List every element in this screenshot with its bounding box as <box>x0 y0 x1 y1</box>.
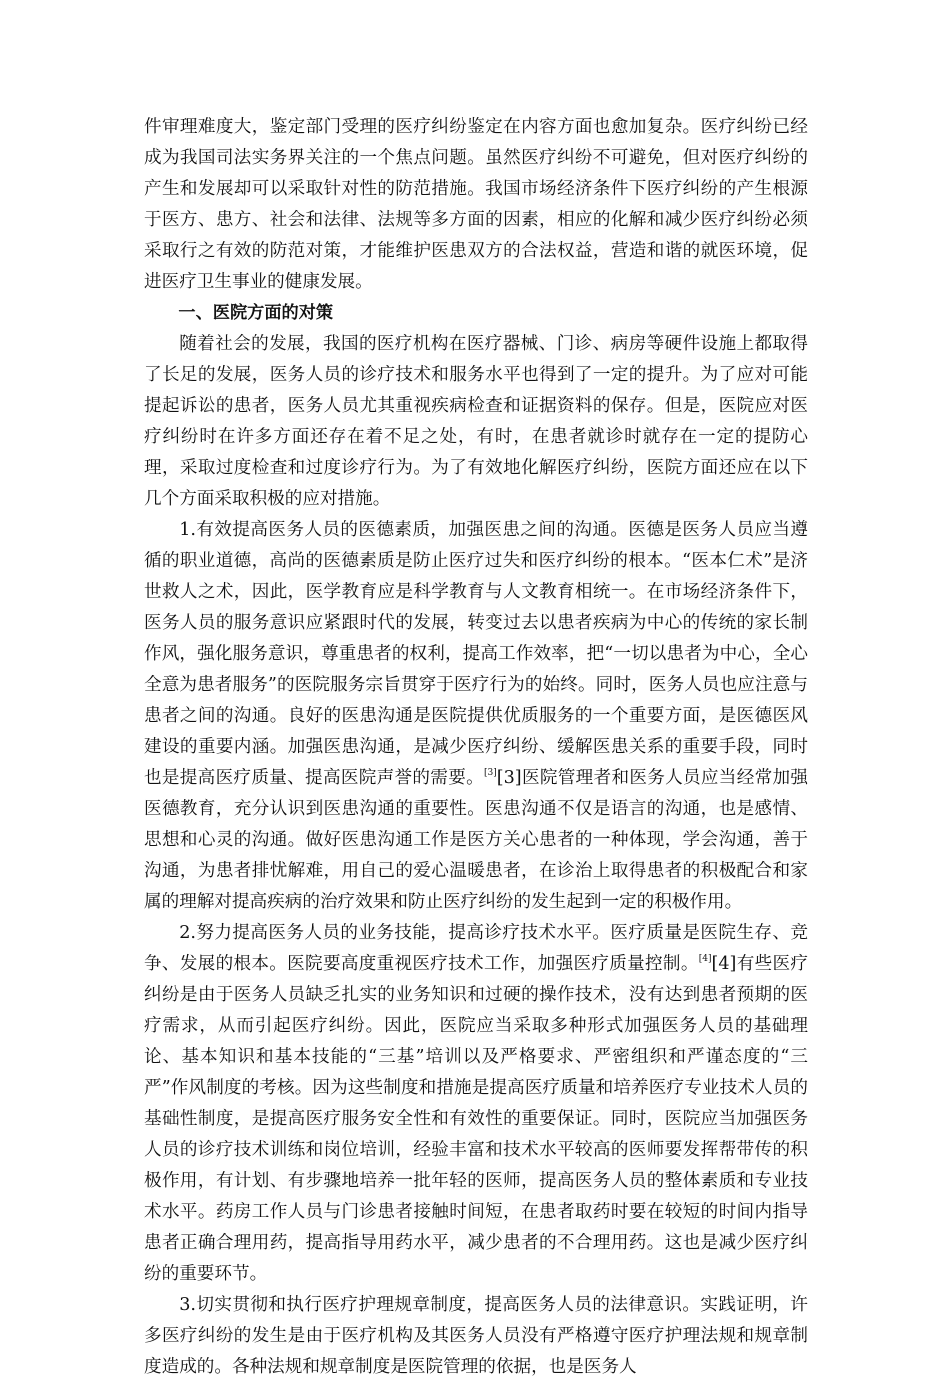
citation-3: [3] <box>484 768 497 778</box>
paragraph-point-1-text-a: 1.有效提高医务人员的医德素质，加强医患之间的沟通。医德是医务人员应当遵循的职业道德，高尚的医德素质是防止医疗过失和医疗纠纷的根本。“医本仁术”是济世救人之术，因此，医学教育应是科学教育与人文教育相统一。在市场经济条件下，医务人员的服务意识应紧跟时代的发展，转变过去以患者疾病为中心的传统的家长制作风，强化服务意识，尊重患者的权利，提高工作效率，把“一切以患者为中心，全心全意为患者服务”的医院服务宗旨贯穿于医疗行为的始终。同时，医务人员也应注意与患者之间的沟通。良好的医患沟通是医院提供优质服务的一个重要方面，是医德医风建设的重要内涵。加强医患沟通，是减少医疗纠纷、缓解医患关系的重要手段，同时也是提高医疗质量、提高医院声誉的需要。 <box>144 520 808 788</box>
paragraph-point-2-text-a: 2.努力提高医务人员的业务技能，提高诊疗技术水平。医疗质量是医院生存、竞争、发展的根本。医院要高度重视医疗技术工作，加强医疗质量控制。 <box>144 923 808 974</box>
document-body <box>144 112 808 1383</box>
paragraph-point-1-text-b: [3]医院管理者和医务人员应当经常加强医德教育，充分认识到医患沟通的重要性。医患沟通不仅是语言的沟通，也是感情、思想和心灵的沟通。做好医患沟通工作是医方关心患者的一种体现，学会沟通，善于沟通，为患者排忧解难，用自己的爱心温暖患者，在诊治上取得患者的积极配合和家属的理解对提高疾病的治疗效果和防止医疗纠纷的发生起到一定的积极作用。 <box>144 768 808 912</box>
section-heading-hospital: 一、医院方面的对策 <box>178 303 334 323</box>
citation-4: [4] <box>698 954 712 964</box>
paragraph-intro-continuation: 件审理难度大，鉴定部门受理的医疗纠纷鉴定在内容方面也愈加复杂。医疗纠纷已经成为我国司法实务界关注的一个焦点问题。虽然医疗纠纷不可避免，但对医疗纠纷的产生和发展却可以采取针对性的防范措施。我国市场经济条件下医疗纠纷的产生根源于医方、患方、社会和法律、法规等多方面的因素，相应的化解和减少医疗纠纷必须采取行之有效的防范对策，才能维护医患双方的合法权益，营造和谐的就医环境，促进医疗卫生事业的健康发展。 <box>144 117 808 292</box>
paragraph-point-2 <box>144 918 808 1290</box>
paragraph-hospital-overview: 随着社会的发展，我国的医疗机构在医疗器械、门诊、病房等硬件设施上都取得了长足的发展，医务人员的诊疗技术和服务水平也得到了一定的提升。为了应对可能提起诉讼的患者，医务人员尤其重视疾病检查和证据资料的保存。但是，医院应对医疗纠纷时在许多方面还存在着不足之处，有时，在患者就诊时就存在一定的提防心理，采取过度检查和过度诊疗行为。为了有效地化解医疗纠纷，医院方面还应在以下几个方面采取积极的应对措施。 <box>144 334 808 509</box>
paragraph-point-1 <box>144 515 808 918</box>
paragraph-point-3: 3.切实贯彻和执行医疗护理规章制度，提高医务人员的法律意识。实践证明，许多医疗纠纷的发生是由于医疗机构及其医务人员没有严格遵守医疗护理法规和规章制度造成的。各种法规和规章制度是医院管理的依据，也是医务人 <box>144 1295 808 1377</box>
paragraph-point-2-text-b: [4]有些医疗纠纷是由于医务人员缺乏扎实的业务知识和过硬的操作技术，没有达到患者预期的医疗需求，从而引起医疗纠纷。因此，医院应当采取多种形式加强医务人员的基础理论、基本知识和基本技能的“三基”培训以及严格要求、严密组织和严谨态度的“三严”作风制度的考核。因为这些制度和措施是提高医疗质量和培养医疗专业技术人员的基础性制度，是提高医疗服务安全性和有效性的重要保证。同时，医院应当加强医务人员的诊疗技术训练和岗位培训，经验丰富和技术水平较高的医师要发挥帮带传的积极作用，有计划、有步骤地培养一批年轻的医师，提高医务人员的整体素质和专业技术水平。药房工作人员与门诊患者接触时间短，在患者取药时要在较短的时间内指导患者正确合理用药，提高指导用药水平，减少患者的不合理用药。这也是减少医疗纠纷的重要环节。 <box>144 954 808 1284</box>
